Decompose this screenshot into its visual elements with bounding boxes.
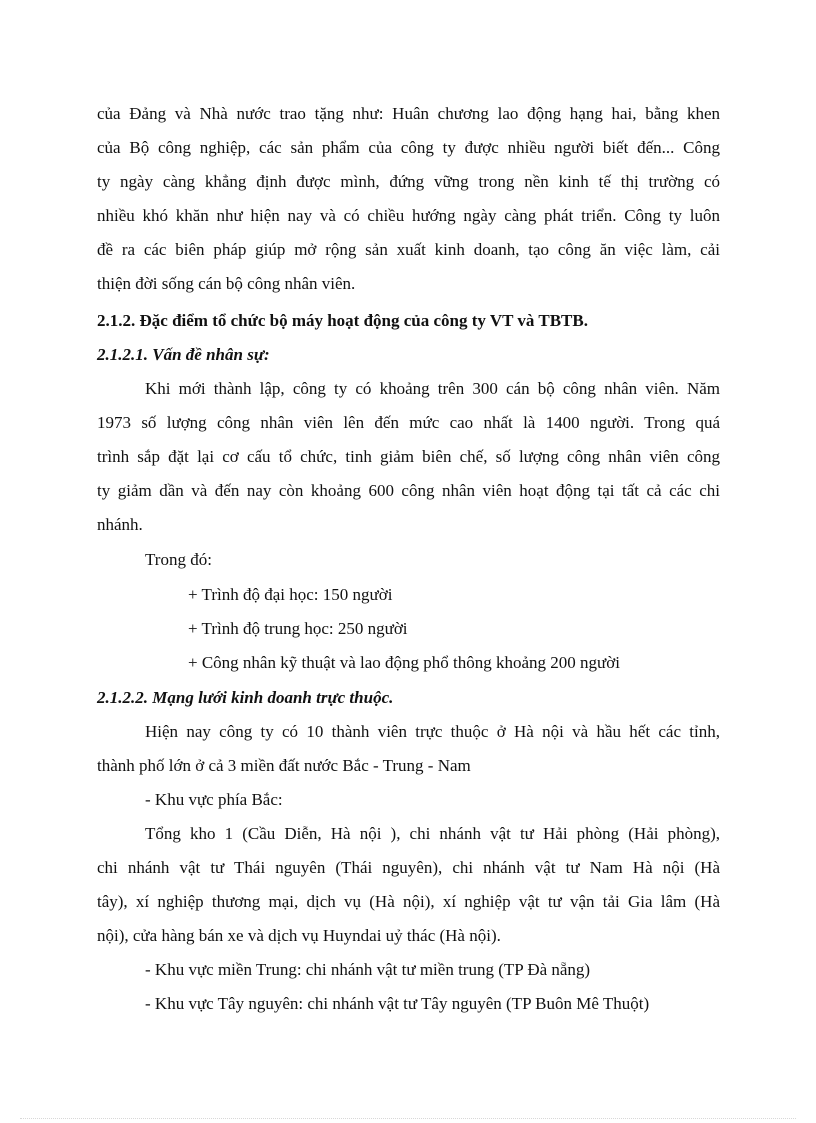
subsection-heading-text: 2.1.2.2. Mạng lưới kinh doanh trực thuộc. bbox=[97, 688, 394, 707]
region-north-label bbox=[97, 783, 720, 817]
list-intro bbox=[97, 543, 720, 577]
region-highlands bbox=[97, 987, 720, 1021]
paragraph-network bbox=[97, 715, 720, 783]
list-item: + Trình độ đại học: 150 người bbox=[188, 585, 393, 604]
text-line: ty giảm dần và đến nay còn khoảng 600 công nhân viên hoạt động tại tất cả các chi bbox=[97, 481, 720, 500]
subsection-heading-text: 2.1.2.1. Vấn đề nhân sự: bbox=[97, 345, 270, 364]
section-heading bbox=[97, 304, 720, 338]
text-line: Khi mới thành lập, công ty có khoảng trên 300 cán bộ công nhân viên. Năm bbox=[145, 379, 720, 398]
page-bottom-divider bbox=[20, 1118, 796, 1119]
text-line: trình sắp đặt lại cơ cấu tổ chức, tinh giảm biên chế, số lượng công nhân viên công bbox=[97, 447, 720, 466]
subsection-heading-network bbox=[97, 681, 720, 715]
text-line: tây), xí nghiệp thương mại, dịch vụ (Hà nội), xí nghiệp vật tư vận tải Gia lâm (Hà bbox=[97, 892, 720, 911]
region-central-text: - Khu vực miền Trung: chi nhánh vật tư miền trung (TP Đà nẵng) bbox=[145, 960, 591, 979]
text-line: chi nhánh vật tư Thái nguyên (Thái nguyên), chi nhánh vật tư Nam Hà nội (Hà bbox=[97, 858, 720, 877]
text-line: của Đảng và Nhà nước trao tặng như: Huân chương lao động hạng hai, bằng khen bbox=[97, 104, 720, 123]
text-line: đề ra các biên pháp giúp mở rộng sản xuất kinh doanh, tạo công ăn việc làm, cải bbox=[97, 240, 720, 259]
paragraph-north-branches bbox=[97, 817, 720, 953]
education-list bbox=[97, 578, 720, 680]
text-line: nội), cửa hàng bán xe và dịch vụ Huyndai uỷ thác (Hà nội). bbox=[97, 926, 501, 945]
text-line: Hiện nay công ty có 10 thành viên trực thuộc ở Hà nội và hầu hết các tỉnh, bbox=[145, 722, 720, 741]
list-item: + Trình độ trung học: 250 người bbox=[188, 619, 408, 638]
text-line: nhiều khó khăn như hiện nay và có chiều hướng ngày càng phát triển. Công ty luôn bbox=[97, 206, 720, 225]
region-central bbox=[97, 953, 720, 987]
text-line: 1973 số lượng công nhân viên lên đến mức cao nhất là 1400 người. Trong quá bbox=[97, 413, 720, 432]
section-heading-text: 2.1.2. Đặc điểm tổ chức bộ máy hoạt động của công ty VT và TBTB. bbox=[97, 311, 588, 330]
region-north-text: - Khu vực phía Bắc: bbox=[145, 790, 283, 809]
paragraph-personnel bbox=[97, 372, 720, 542]
list-intro-text: Trong đó: bbox=[145, 550, 212, 569]
paragraph-awards bbox=[97, 97, 720, 301]
text-line: của Bộ công nghiệp, các sản phẩm của công ty được nhiều người biết đến... Công bbox=[97, 138, 720, 157]
list-item: + Công nhân kỹ thuật và lao động phổ thông khoảng 200 người bbox=[188, 653, 620, 672]
text-line: Tổng kho 1 (Cầu Diễn, Hà nội ), chi nhánh vật tư Hải phòng (Hải phòng), bbox=[145, 824, 720, 843]
region-highlands-text: - Khu vực Tây nguyên: chi nhánh vật tư Tây nguyên (TP Buôn Mê Thuột) bbox=[145, 994, 650, 1013]
text-line: thành phố lớn ở cả 3 miền đất nước Bắc - Trung - Nam bbox=[97, 756, 471, 775]
text-line: thiện đời sống cán bộ công nhân viên. bbox=[97, 274, 356, 293]
text-line: ty ngày càng khẳng định được mình, đứng vững trong nền kinh tế thị trường có bbox=[97, 172, 720, 191]
text-line: nhánh. bbox=[97, 515, 143, 534]
subsection-heading-personnel bbox=[97, 338, 720, 372]
